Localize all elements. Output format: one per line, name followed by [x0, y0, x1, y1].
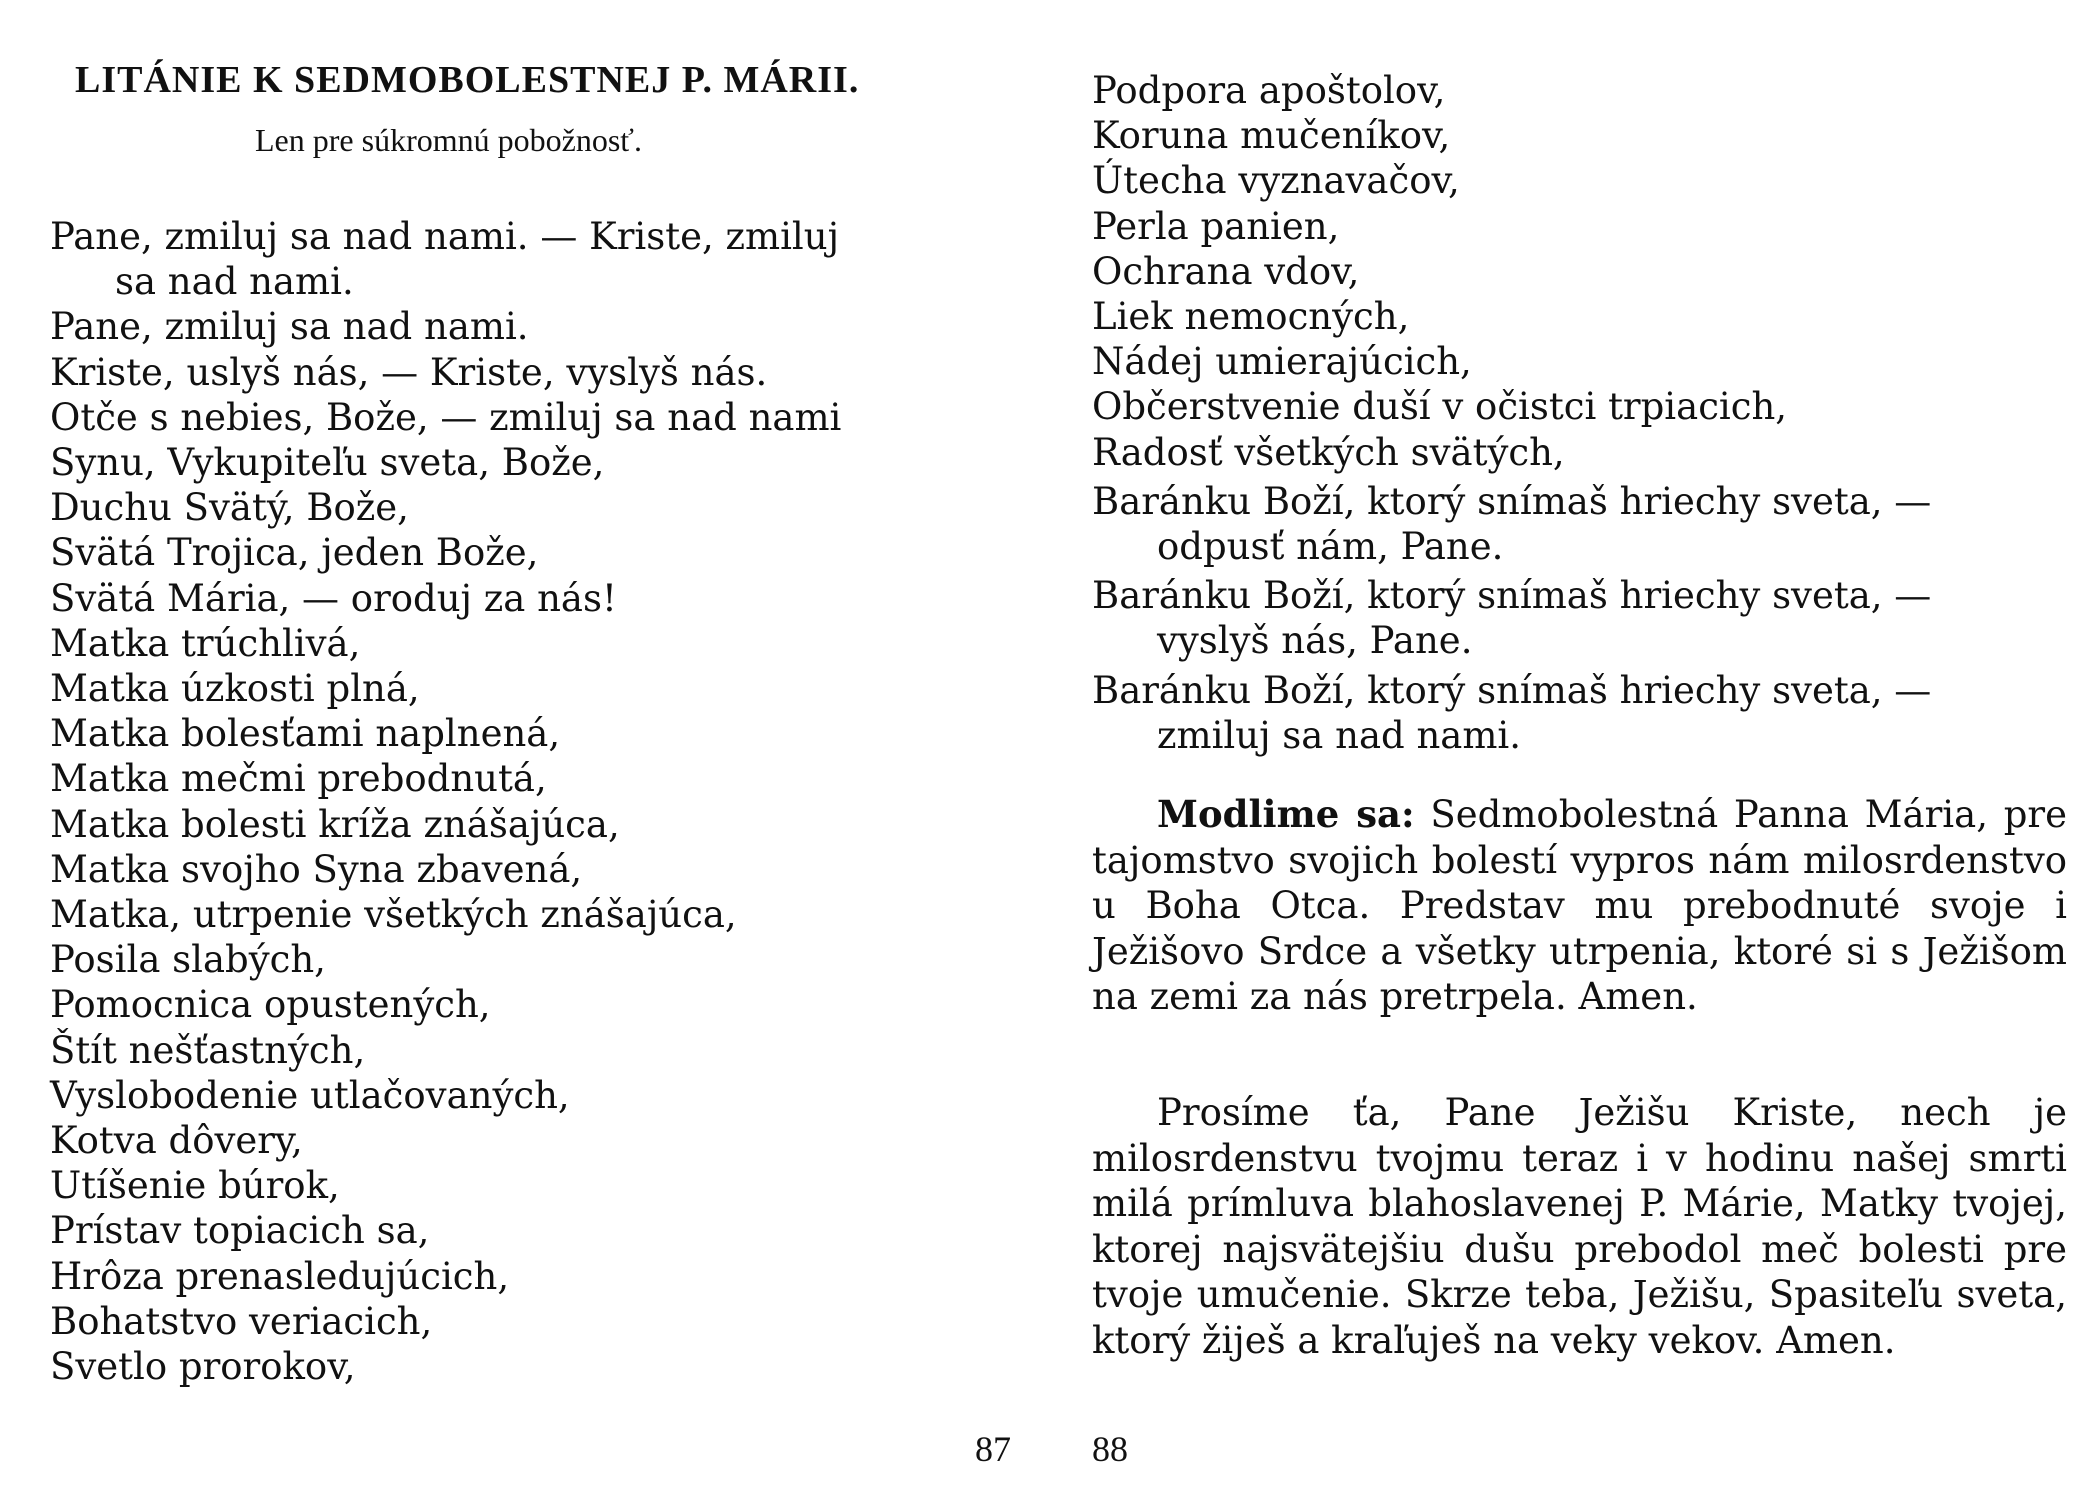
- litany-line: Prístav topiacich sa,: [50, 1209, 430, 1253]
- litany-line: Pomocnica opustených,: [50, 983, 491, 1027]
- litany-line: Hrôza prenasledujúcich,: [50, 1254, 510, 1298]
- litany-line: Radosť všetkých svätých,: [1092, 430, 1565, 474]
- page-number-right: 88: [1092, 1429, 1128, 1469]
- prayer-text: Prosíme ťa, Pane Ježišu Kriste, nech je milosrdenstvu tvojmu teraz i v hodinu našej smrti milá prímluva blahoslavenej P. Márie, Matky tvojej, ktorej najsvätejšiu dušu prebodol meč bolesti pre tvoje umučenie. Skrze teba, Ježišu, Spasiteľu sveta, ktorý žiješ a kraľuješ na veky vekov. Amen.: [1092, 1091, 2067, 1362]
- litany-line: Koruna mučeníkov,: [1092, 114, 1451, 158]
- litany-line: Matka mečmi prebodnutá,: [50, 757, 547, 801]
- litany-line: Svätá Mária, — oroduj za nás!: [50, 576, 617, 620]
- litany-line: Nádej umierajúcich,: [1092, 340, 1472, 384]
- closing-prayer: [1092, 792, 2067, 1020]
- litany-line: Matka trúchlivá,: [50, 621, 361, 665]
- litany-line: Matka, utrpenie všetkých znášajúca,: [50, 893, 737, 937]
- right-page: [1042, 0, 2084, 1500]
- litany-list-right: [1092, 68, 2067, 758]
- agnus-dei-line: Baránku Boží, ktorý snímaš hriechy sveta, — zmiluj sa nad nami.: [1092, 668, 1932, 757]
- litany-line: Vyslobodenie utlačovaných,: [50, 1073, 570, 1117]
- page-number-left: 87: [975, 1429, 1011, 1469]
- litany-line: Liek nemocných,: [1092, 295, 1410, 339]
- litany-line: Utíšenie búrok,: [50, 1164, 340, 1208]
- litany-line: Synu, Vykupiteľu sveta, Bože,: [50, 441, 605, 485]
- litany-line: Perla panien,: [1092, 204, 1340, 248]
- litany-line: Ochrana vdov,: [1092, 249, 1360, 293]
- litany-line: Svätá Trojica, jeden Bože,: [50, 531, 539, 575]
- litany-line: Podpora apoštolov,: [1092, 69, 1446, 112]
- prayer-lead: Modlime sa:: [1157, 792, 1415, 836]
- agnus-dei-line: Baránku Boží, ktorý snímaš hriechy sveta, — odpusť nám, Pane.: [1092, 479, 1932, 569]
- litany-line: Matka bolesti kríža znášajúca,: [50, 802, 620, 846]
- litany-line: Matka svojho Syna zbavená,: [50, 847, 583, 891]
- litany-line: Duchu Svätý, Bože,: [50, 486, 409, 530]
- litany-line: Posila slabých,: [50, 938, 326, 982]
- litany-subtitle: Len pre súkromnú pobožnosť.: [255, 122, 642, 158]
- litany-line: Kriste, uslyš nás, — Kriste, vyslyš nás.: [50, 350, 768, 394]
- final-prayer: [1092, 1090, 2067, 1364]
- litany-line: Svetlo prorokov,: [50, 1345, 356, 1389]
- litany-title: LITÁNIE K SEDMOBOLESTNEJ P. MÁRII.: [75, 59, 860, 101]
- litany-line: Kotva dôvery,: [50, 1119, 303, 1163]
- litany-line: Otče s nebies, Bože, — zmiluj sa nad nami: [50, 395, 842, 439]
- litany-line: Matka bolesťami naplnená,: [50, 712, 561, 756]
- litany-line: Štít nešťastných,: [50, 1028, 366, 1072]
- litany-line: Bohatstvo veriacich,: [50, 1299, 433, 1343]
- agnus-dei-line: Baránku Boží, ktorý snímaš hriechy sveta, — vyslyš nás, Pane.: [1092, 574, 1932, 663]
- litany-line: Útecha vyznavačov,: [1092, 159, 1460, 203]
- litany-line: Matka úzkosti plná,: [50, 667, 420, 711]
- litany-line: Pane, zmiluj sa nad nami.: [50, 305, 529, 349]
- litany-line: Občerstvenie duší v očistci trpiacich,: [1092, 385, 1788, 429]
- litany-list-left: [50, 214, 1025, 1389]
- litany-line: Pane, zmiluj sa nad nami. — Kriste, zmiluj sa nad nami.: [50, 215, 840, 304]
- prayer-text: Sedmobolestná Panna Mária, pre tajomstvo svojich bolestí vypros nám milosrdenstvo u Boha Otca. Predstav mu prebodnuté svoje i Ježišovo Srdce a všetky utrpenia, ktoré si s Ježišom na zemi za nás pretrpela. Amen.: [1092, 793, 2067, 1019]
